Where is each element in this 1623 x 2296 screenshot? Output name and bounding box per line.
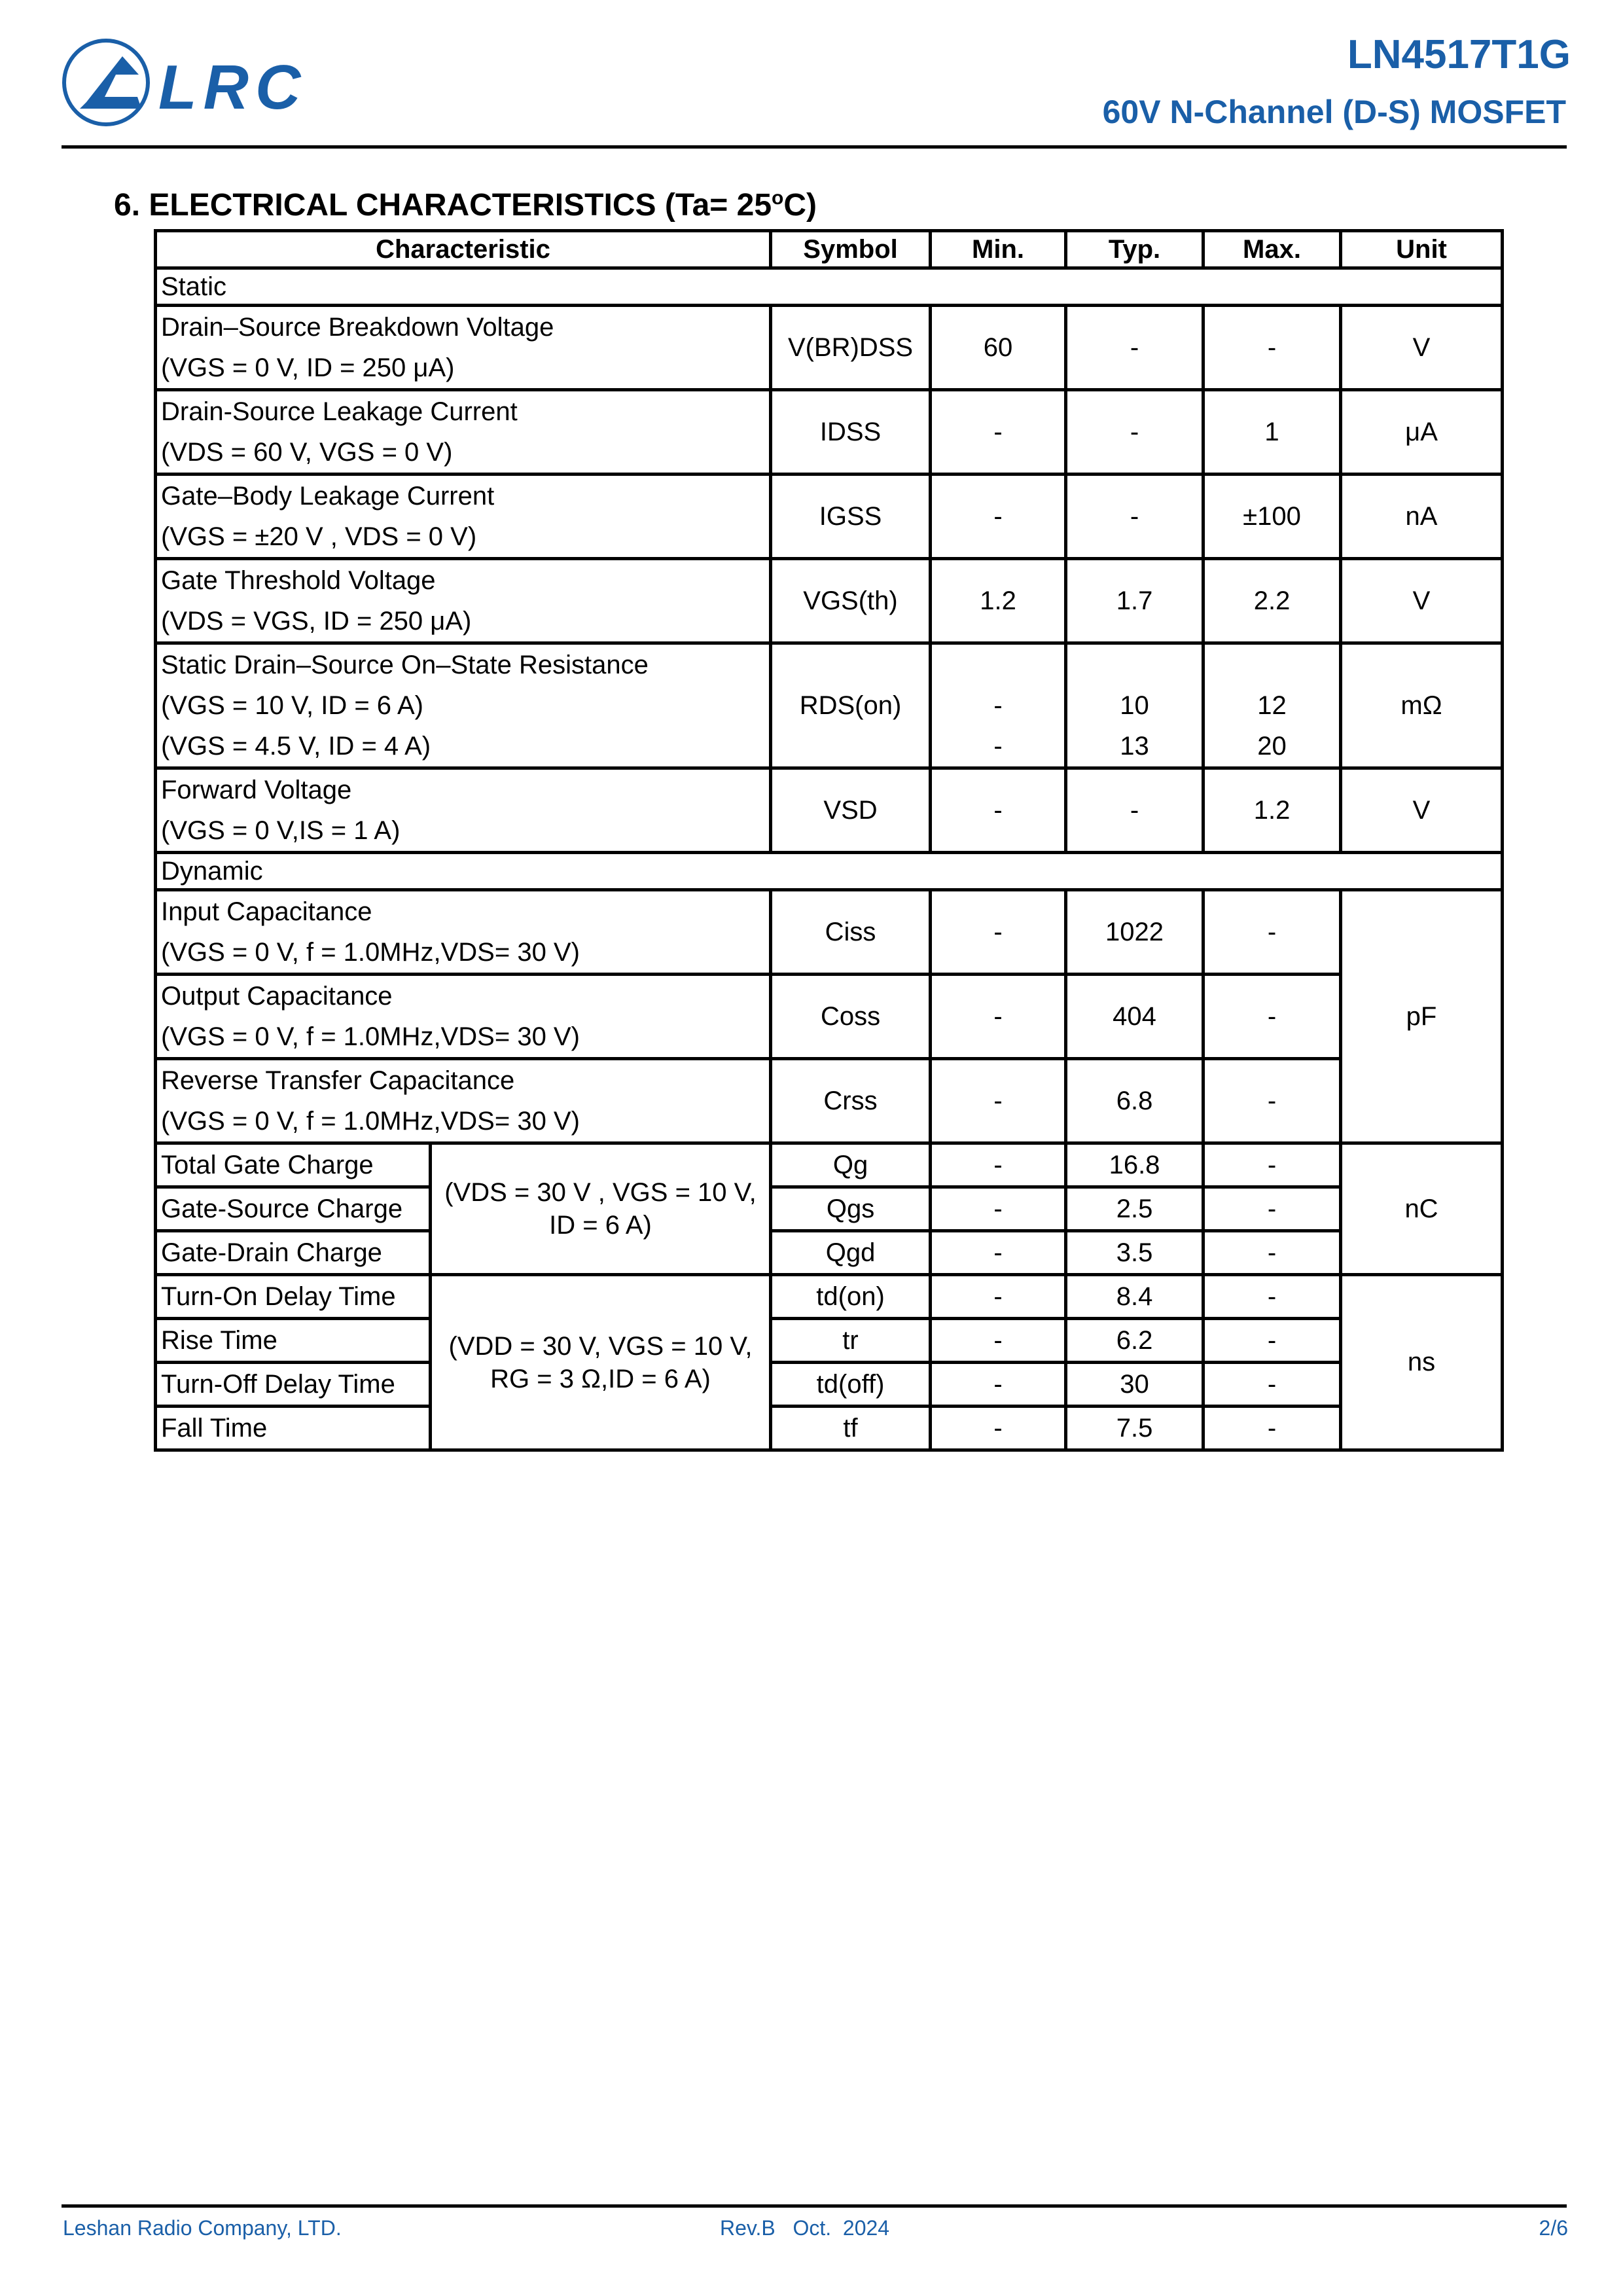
- min-cell: -: [931, 1319, 1066, 1363]
- table-row: [156, 890, 1503, 975]
- typ-cell: 6.2: [1066, 1319, 1204, 1363]
- symbol-cell: Coss: [771, 975, 931, 1059]
- table-row-rds-on: [156, 643, 1503, 768]
- characteristic-cell: Gate-Drain Charge: [156, 1231, 431, 1275]
- min-cell: -: [931, 390, 1066, 475]
- symbol-cell: Ciss: [771, 890, 931, 975]
- table-row: [156, 475, 1503, 559]
- symbol-cell: Qg: [771, 1143, 931, 1187]
- unit-cell: mΩ: [1341, 643, 1503, 768]
- unit-cell: nA: [1341, 475, 1503, 559]
- symbol-cell: IDSS: [771, 390, 931, 475]
- table-row: [156, 1407, 1503, 1450]
- symbol-cell: VGS(th): [771, 559, 931, 643]
- characteristic-cell: Input Capacitance (VGS = 0 V, f = 1.0MHz,VDS= 30 V): [156, 890, 771, 975]
- characteristic-cell: Gate–Body Leakage Current (VGS = ±20 V , VDS = 0 V): [156, 475, 771, 559]
- table-row: [156, 1187, 1503, 1231]
- table-header-row: [156, 231, 1503, 268]
- symbol-cell: V(BR)DSS: [771, 306, 931, 390]
- min-cell: 1.2: [931, 559, 1066, 643]
- max-cell: -: [1204, 1143, 1341, 1187]
- symbol-cell: IGSS: [771, 475, 931, 559]
- min-cell: -: [931, 1143, 1066, 1187]
- header-divider: [62, 145, 1567, 149]
- characteristic-cell: Reverse Transfer Capacitance (VGS = 0 V, f = 1.0MHz,VDS= 30 V): [156, 1059, 771, 1143]
- condition-cell: (VDD = 30 V, VGS = 10 V, RG = 3 Ω,ID = 6 A): [431, 1275, 771, 1450]
- section-label: Dynamic: [156, 853, 1503, 890]
- min-cell: -: [931, 768, 1066, 853]
- characteristic-cell: Rise Time: [156, 1319, 431, 1363]
- min-cell: -: [931, 890, 1066, 975]
- unit-cell: nC: [1341, 1143, 1503, 1275]
- table-row: [156, 768, 1503, 853]
- max-cell: -: [1204, 890, 1341, 975]
- min-cell: -: [931, 1363, 1066, 1407]
- characteristic-cell: Gate-Source Charge: [156, 1187, 431, 1231]
- max-cell: -: [1204, 1231, 1341, 1275]
- characteristic-cell: Static Drain–Source On–State Resistance (VGS = 10 V, ID = 6 A) (VGS = 4.5 V, ID = 4 A): [156, 643, 771, 768]
- table-row: [156, 1143, 1503, 1187]
- min-cell: -: [931, 475, 1066, 559]
- characteristic-cell: Turn-Off Delay Time: [156, 1363, 431, 1407]
- electrical-characteristics-table: [154, 229, 1504, 1452]
- table-row: [156, 1059, 1503, 1143]
- symbol-cell: td(off): [771, 1363, 931, 1407]
- table-row: [156, 1231, 1503, 1275]
- typ-cell: 3.5: [1066, 1231, 1204, 1275]
- symbol-cell: tr: [771, 1319, 931, 1363]
- typ-cell: 16.8: [1066, 1143, 1204, 1187]
- logo-text: LRC: [158, 52, 308, 122]
- col-header-unit: Unit: [1341, 231, 1503, 268]
- max-cell: -: [1204, 1363, 1341, 1407]
- characteristic-cell: Output Capacitance (VGS = 0 V, f = 1.0MHz,VDS= 30 V): [156, 975, 771, 1059]
- typ-cell: 30: [1066, 1363, 1204, 1407]
- max-cell: -: [1204, 306, 1341, 390]
- characteristic-cell: Forward Voltage (VGS = 0 V,IS = 1 A): [156, 768, 771, 853]
- characteristic-cell: Turn-On Delay Time: [156, 1275, 431, 1319]
- table-row: [156, 390, 1503, 475]
- max-cell: -: [1204, 1059, 1341, 1143]
- unit-cell: V: [1341, 768, 1503, 853]
- table-row: [156, 1319, 1503, 1363]
- unit-cell: V: [1341, 306, 1503, 390]
- col-header-max: Max.: [1204, 231, 1341, 268]
- symbol-cell: tf: [771, 1407, 931, 1450]
- footer-page-number: 2/6: [1539, 2216, 1568, 2240]
- footer-divider: [62, 2204, 1567, 2208]
- min-cell: - -: [931, 643, 1066, 768]
- symbol-cell: Qgd: [771, 1231, 931, 1275]
- characteristic-cell: Drain–Source Breakdown Voltage (VGS = 0 V, ID = 250 μA): [156, 306, 771, 390]
- max-cell: -: [1204, 975, 1341, 1059]
- symbol-cell: Qgs: [771, 1187, 931, 1231]
- characteristic-cell: Drain-Source Leakage Current (VDS = 60 V, VGS = 0 V): [156, 390, 771, 475]
- typ-cell: -: [1066, 768, 1204, 853]
- typ-cell: 2.5: [1066, 1187, 1204, 1231]
- max-cell: 12 20: [1204, 643, 1341, 768]
- max-cell: 2.2: [1204, 559, 1341, 643]
- max-cell: 1: [1204, 390, 1341, 475]
- table-row: [156, 975, 1503, 1059]
- col-header-typ: Typ.: [1066, 231, 1204, 268]
- symbol-cell: Crss: [771, 1059, 931, 1143]
- max-cell: ±100: [1204, 475, 1341, 559]
- symbol-cell: td(on): [771, 1275, 931, 1319]
- col-header-min: Min.: [931, 231, 1066, 268]
- table-row: [156, 1275, 1503, 1319]
- logo-emblem-icon: [80, 56, 141, 109]
- characteristic-cell: Fall Time: [156, 1407, 431, 1450]
- typ-cell: 1022: [1066, 890, 1204, 975]
- condition-cell: (VDS = 30 V , VGS = 10 V, ID = 6 A): [431, 1143, 771, 1275]
- symbol-cell: RDS(on): [771, 643, 931, 768]
- unit-cell: V: [1341, 559, 1503, 643]
- table-row: [156, 306, 1503, 390]
- part-number: LN4517T1G: [1347, 32, 1571, 77]
- col-header-characteristic: Characteristic: [156, 231, 771, 268]
- max-cell: -: [1204, 1407, 1341, 1450]
- unit-cell: ns: [1341, 1275, 1503, 1450]
- section-title: 6. ELECTRICAL CHARACTERISTICS $(Ta= 25^oC)$: [114, 187, 817, 223]
- min-cell: -: [931, 1231, 1066, 1275]
- typ-cell: 10 13: [1066, 643, 1204, 768]
- section-label: Static: [156, 268, 1503, 306]
- typ-cell: 8.4: [1066, 1275, 1204, 1319]
- unit-cell: pF: [1341, 890, 1503, 1143]
- typ-cell: 1.7: [1066, 559, 1204, 643]
- col-header-symbol: Symbol: [771, 231, 931, 268]
- typ-cell: -: [1066, 475, 1204, 559]
- min-cell: -: [931, 1187, 1066, 1231]
- characteristic-cell: Total Gate Charge: [156, 1143, 431, 1187]
- typ-cell: 404: [1066, 975, 1204, 1059]
- table-row: [156, 1363, 1503, 1407]
- max-cell: -: [1204, 1187, 1341, 1231]
- lrc-logo: [60, 37, 315, 128]
- min-cell: -: [931, 1275, 1066, 1319]
- min-cell: 60: [931, 306, 1066, 390]
- unit-cell: μA: [1341, 390, 1503, 475]
- max-cell: 1.2: [1204, 768, 1341, 853]
- typ-cell: -: [1066, 390, 1204, 475]
- part-description: 60V N-Channel (D-S) MOSFET: [1102, 94, 1566, 130]
- footer-company: Leshan Radio Company, LTD.: [63, 2216, 342, 2240]
- min-cell: -: [931, 1059, 1066, 1143]
- section-row-static: [156, 268, 1503, 306]
- table-row: [156, 559, 1503, 643]
- characteristic-cell: Gate Threshold Voltage (VDS = VGS, ID = 250 μA): [156, 559, 771, 643]
- symbol-cell: VSD: [771, 768, 931, 853]
- typ-cell: 6.8: [1066, 1059, 1204, 1143]
- footer-revision: Rev.B Oct. 2024: [720, 2216, 890, 2240]
- typ-cell: -: [1066, 306, 1204, 390]
- typ-cell: 7.5: [1066, 1407, 1204, 1450]
- section-row-dynamic: [156, 853, 1503, 890]
- max-cell: -: [1204, 1319, 1341, 1363]
- min-cell: -: [931, 1407, 1066, 1450]
- max-cell: -: [1204, 1275, 1341, 1319]
- min-cell: -: [931, 975, 1066, 1059]
